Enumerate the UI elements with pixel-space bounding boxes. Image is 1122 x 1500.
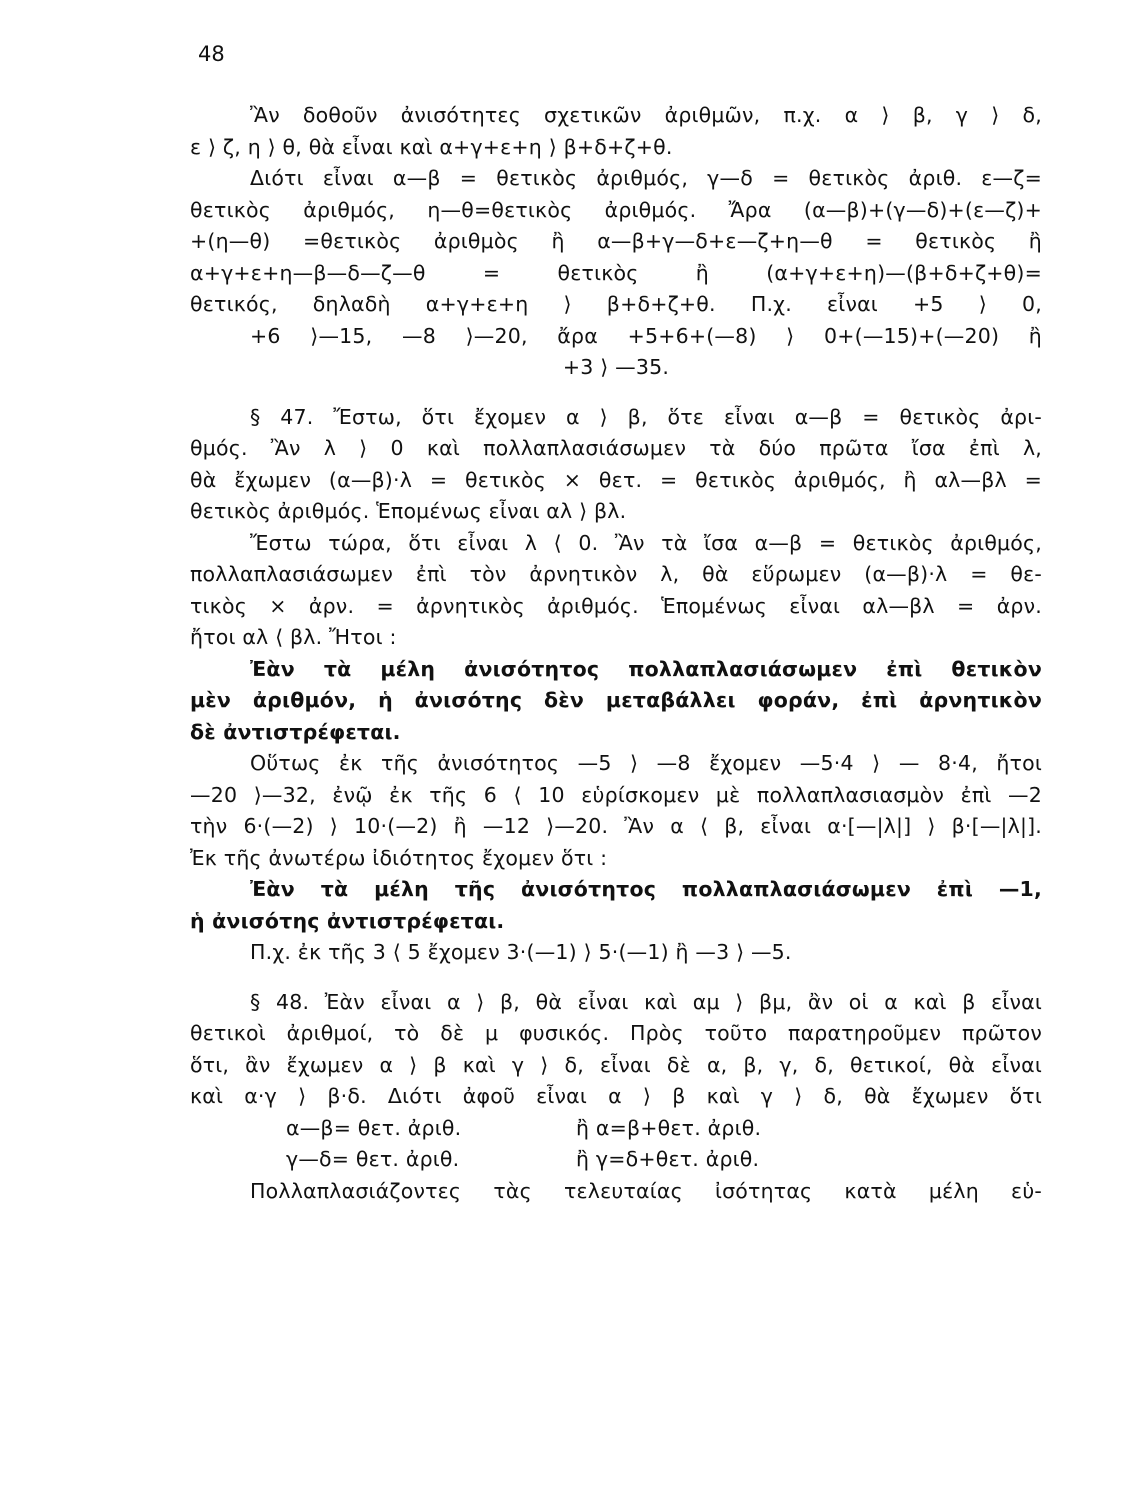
section-48-heading-line: § 48. Ἐὰν εἶναι α ⟩ β, θὰ εἶναι καὶ αμ ⟩ βμ, ἂν οἱ α καὶ β εἶναι — [250, 989, 1042, 1014]
rule-line: ἡ ἀνισότης ἀντιστρέφεται. — [190, 908, 505, 933]
page-body — [190, 100, 1042, 1207]
text-line: Ἐκ τῆς ἀνωτέρω ἰδιότητος ἔχομεν ὅτι : — [190, 845, 608, 870]
text-line: Ἂν δοθοῦν ἀνισότητες σχετικῶν ἀριθμῶν, π.χ. α ⟩ β, γ ⟩ δ, — [250, 103, 1042, 127]
text-line: Διότι εἶναι α—β = θετικὸς ἀριθμός, γ—δ = θετικὸς ἀριθ. ε—ζ= — [250, 166, 1042, 190]
text-line: καὶ α·γ ⟩ β·δ. Διότι ἀφοῦ εἶναι α ⟩ β καὶ γ ⟩ δ, θὰ ἔχωμεν ὅτι — [190, 1084, 1042, 1108]
text-line: ε ⟩ ζ, η ⟩ θ, θὰ εἶναι καὶ α+γ+ε+η ⟩ β+δ+ζ+θ. — [190, 134, 673, 159]
rule-line: μὲν ἀριθμόν, ἡ ἀνισότης δὲν μεταβάλλει φοράν, ἐπὶ ἀρνητικὸν — [190, 688, 1042, 712]
text-line: τικὸς × ἀρν. = ἀρνητικὸς ἀριθμός. Ἑπομένως εἶναι αλ—βλ = ἀρν. — [190, 593, 1042, 618]
text-line: πολλαπλασιάσωμεν ἐπὶ τὸν ἀρνητικὸν λ, θὰ εὕρωμεν (α—β)·λ = θε- — [190, 562, 1042, 586]
text-line: θὰ ἔχωμεν (α—β)·λ = θετικὸς × θετ. = θετικὸς ἀριθμός, ἢ αλ—βλ = — [190, 467, 1042, 492]
rule-line: Ἐὰν τὰ μέλη ἀνισότητος πολλαπλασιάσωμεν ἐπὶ θετικὸν — [250, 656, 1042, 681]
equation-row — [190, 1144, 1042, 1176]
text-line: θετικὸς ἀριθμός, η—θ=θετικὸς ἀριθμός. Ἄρα (α—β)+(γ—δ)+(ε—ζ)+ — [190, 197, 1042, 222]
text-line: +3 ⟩ —35. — [562, 355, 670, 379]
text-line: Ἔστω τώρα, ὅτι εἶναι λ ⟨ 0. Ἂν τὰ ἴσα α—β = θετικὸς ἀριθμός, — [250, 530, 1042, 555]
equation-right: ἢ γ=δ+θετ. ἀριθ. — [576, 1147, 760, 1171]
equation-right: ἢ α=β+θετ. ἀριθ. — [576, 1115, 762, 1140]
section-47-heading-line: § 47. Ἔστω, ὅτι ἔχομεν α ⟩ β, ὅτε εἶναι α—β = θετικὸς ἀρι- — [250, 404, 1042, 429]
page-number: 48 — [198, 42, 225, 66]
rule-line: Ἐὰν τὰ μέλη τῆς ἀνισότητος πολλαπλασιάσωμεν ἐπὶ —1, — [250, 877, 1042, 901]
text-line: θμός. Ἂν λ ⟩ 0 καὶ πολλαπλασιάσωμεν τὰ δύο πρῶτα ἴσα ἐπὶ λ, — [190, 436, 1042, 460]
text-line: θετικοὶ ἀριθμοί, τὸ δὲ μ φυσικός. Πρὸς τοῦτο παρατηροῦμεν πρῶτον — [190, 1021, 1042, 1045]
text-line: +6 ⟩—15, —8 ⟩—20, ἄρα +5+6+(—8) ⟩ 0+(—15)+(—20) ἢ — [250, 323, 1042, 348]
text-line: τὴν 6·(—2) ⟩ 10·(—2) ἢ —12 ⟩—20. Ἂν α ⟨ β, εἶναι α·[—|λ|] ⟩ β·[—|λ|]. — [190, 814, 1042, 838]
text-line: θετικὸς ἀριθμός. Ἑπομένως εἶναι αλ ⟩ βλ. — [190, 499, 627, 523]
text-line: θετικός, δηλαδὴ α+γ+ε+η ⟩ β+δ+ζ+θ. Π.χ. εἶναι +5 ⟩ 0, — [190, 292, 1042, 316]
text-line: Πολλαπλασιάζοντες τὰς τελευταίας ἰσότητας κατὰ μέλη εὑ- — [250, 1178, 1042, 1203]
equation-row — [190, 1113, 1042, 1145]
equation-left: α—β= θετ. ἀριθ. — [286, 1115, 462, 1140]
rule-line: δὲ ἀντιστρέφεται. — [190, 719, 401, 744]
text-line: —20 ⟩—32, ἐνῷ ἐκ τῆς 6 ⟨ 10 εὑρίσκομεν μὲ πολλαπλασιασμὸν ἐπὶ —2 — [190, 782, 1042, 807]
text-line: +(η—θ) =θετικὸς ἀριθμὸς ἢ α—β+γ—δ+ε—ζ+η—θ = θετικὸς ἢ — [190, 229, 1042, 253]
text-line: Οὕτως ἐκ τῆς ἀνισότητος —5 ⟩ —8 ἔχομεν —5·4 ⟩ — 8·4, ἤτοι — [250, 751, 1042, 775]
text-line: ὅτι, ἂν ἔχωμεν α ⟩ β καὶ γ ⟩ δ, εἶναι δὲ α, β, γ, δ, θετικοί, θὰ εἶναι — [190, 1052, 1042, 1077]
text-line: Π.χ. ἐκ τῆς 3 ⟨ 5 ἔχομεν 3·(—1) ⟩ 5·(—1) ἢ —3 ⟩ —5. — [250, 940, 792, 964]
equation-left: γ—δ= θετ. ἀριθ. — [286, 1147, 460, 1171]
text-line: α+γ+ε+η—β—δ—ζ—θ = θετικὸς ἢ (α+γ+ε+η)—(β+δ+ζ+θ)= — [190, 260, 1042, 285]
text-line: ἤτοι αλ ⟨ βλ. Ἤτοι : — [190, 625, 397, 649]
